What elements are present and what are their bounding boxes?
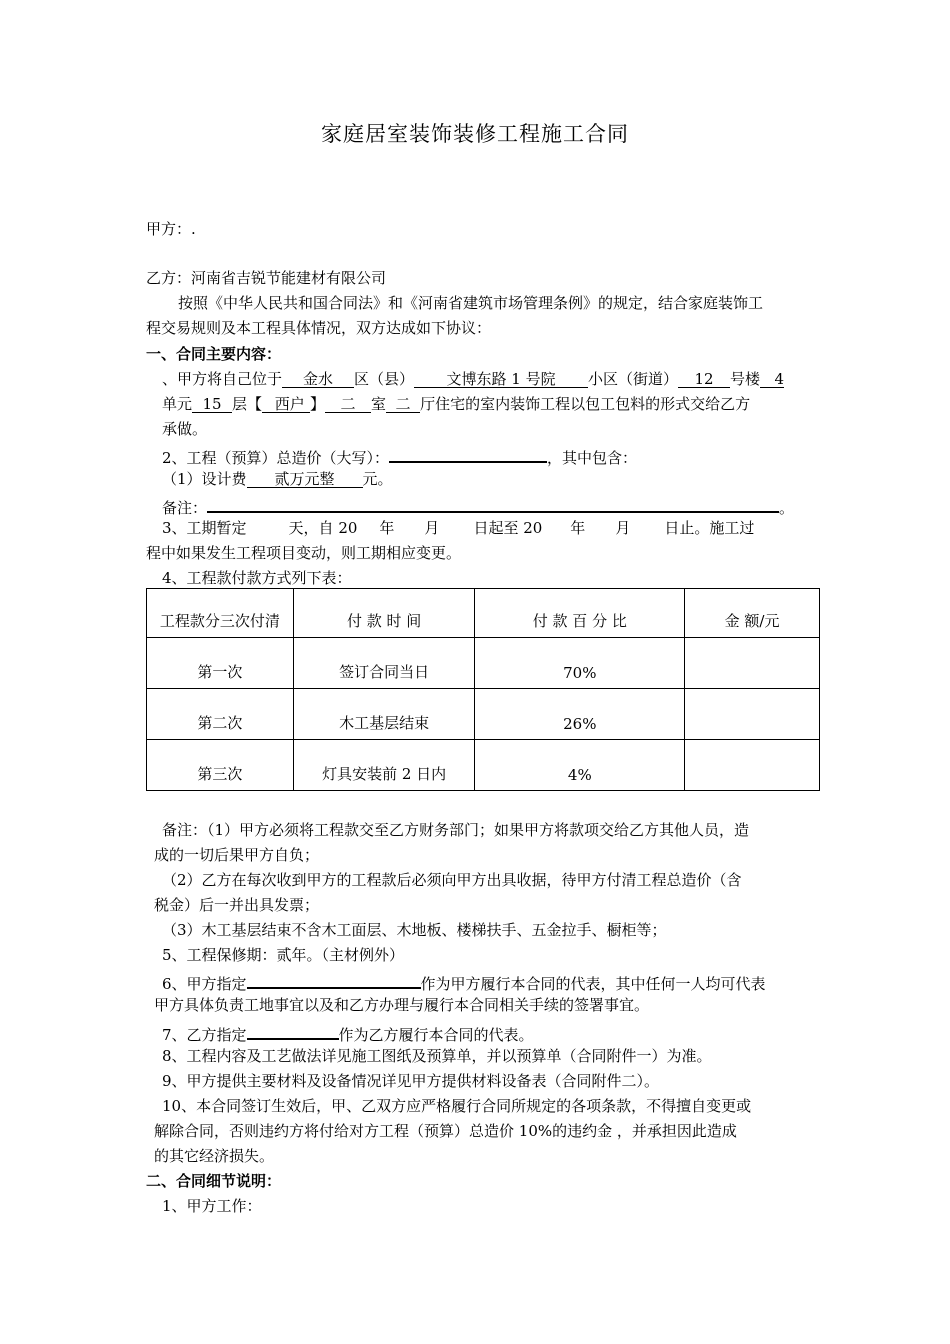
note-line: 备注：（1）甲方必须将工程款交至乙方财务部门；如果甲方将款项交给乙方其他人员，造 [162,821,750,839]
table-cell: 第三次 [147,740,294,791]
party-a: 甲方：. [146,220,196,238]
item-6-party-a-rep: 6、甲方指定 作为甲方履行本合同的代表，其中任何一人均可代表 [162,970,766,994]
item-4-payment-heading: 4、工程款付款方式列下表： [162,569,352,587]
table-cell: 70% [475,638,685,689]
document-title: 家庭居室装饰装修工程施工合同 [321,122,629,146]
item-6-line-2: 甲方具体负责工地事宜以及和乙方办理与履行本合同相关手续的签署事宜。 [154,996,650,1014]
household-field: _西户 [262,395,310,413]
item-1-line-3: 承做。 [162,420,208,438]
item-9: 9、甲方提供主要材料及设备情况详见甲方提供材料设备表（合同附件二）。 [162,1072,660,1090]
payment-table [146,588,820,791]
item-3-period-line-2: 程中如果发生工程项目变动，则工期相应变更。 [146,544,462,562]
sub-item-1: 1、甲方工作： [162,1197,262,1215]
table-cell: 木工基层结束 [293,689,475,740]
item-5-warranty: 5、工程保修期：贰年。（主材例外） [162,946,405,964]
note-line: 税金）后一并出具发票； [154,896,320,914]
table-cell: 26% [475,689,685,740]
road-field: 文博东路 1 号院 [414,370,588,388]
table-header-cell: 工程款分三次付清 [147,589,294,638]
rooms-field: 二 [325,395,371,413]
table-cell: 签订合同当日 [293,638,475,689]
table-cell [685,740,820,791]
note-line: 成的一切后果甲方自负； [154,846,320,864]
building-field: 12 [678,370,730,388]
design-fee-field: 贰万元整 [247,470,363,488]
table-header-row [147,589,820,638]
item-2-total-price: 2、工程（预算）总造价（大写）： ，其中包含： [162,444,637,468]
item-1-line-2: 单元 15 层【 _西户 】 二 室 二 厅住宅的室内装饰工程以包工包料的形式交给乙方 [162,395,751,413]
section-1-heading: 一、合同主要内容： [146,345,282,363]
table-row [147,638,820,689]
note-line: （2）乙方在每次收到甲方的工程款后必须向甲方出具收据，待甲方付清工程总造价（含 [162,871,742,889]
table-cell: 4% [475,740,685,791]
item-10-line: 的其它经济损失。 [154,1147,275,1165]
unit-field: 4 [760,370,784,388]
total-price-field [389,444,547,463]
intro-line-1: 按照《中华人民共和国合同法》和《河南省建筑市场管理条例》的规定，结合家庭装饰工 [178,294,764,312]
party-a-rep-field [247,970,421,989]
item-7-party-b-rep: 7、乙方指定 作为乙方履行本合同的代表。 [162,1021,534,1045]
table-header-cell: 金 额/元 [685,589,820,638]
intro-line-2: 程交易规则及本工程具体情况，双方达成如下协议： [146,319,492,337]
item-10-line: 10、本合同签订生效后，甲、乙双方应严格履行合同所规定的各项条款，不得擅自变更或 [162,1097,752,1115]
table-cell: 第一次 [147,638,294,689]
table-row [147,740,820,791]
design-fee: （1）设计费 贰万元整 元。 [162,470,393,488]
table-cell [685,689,820,740]
note-line: （3）木工基层结束不含木工面层、木地板、楼梯扶手、五金拉手、橱柜等； [162,921,667,939]
section-2-heading: 二、合同细节说明： [146,1172,282,1190]
floor-field: 15 [192,395,232,413]
item-3-period-line-1: 3、工期暂定 天，自 20 年 月 日起至 20 年 月 日止。施工过 [162,519,755,537]
table-header-cell: 付 款 百 分 比 [475,589,685,638]
item-1-line-1: 、甲方将自己位于 金水 区（县） 文博东路 1 号院 小区（街道） 12 号楼 4 [162,370,785,388]
halls-field: 二 [386,395,420,413]
table-cell: 第二次 [147,689,294,740]
table-header-cell: 付 款 时 间 [293,589,475,638]
remark-field [207,494,779,513]
item-8: 8、工程内容及工艺做法详见施工图纸及预算单，并以预算单（合同附件一）为准。 [162,1047,712,1065]
table-row [147,689,820,740]
remark-line: 备注： 。 [162,494,794,518]
table-cell [685,638,820,689]
party-b: 乙方：河南省吉锐节能建材有限公司 [146,269,387,287]
city-field: 金水 [282,370,354,388]
item-10-line: 解除合同，否则违约方将付给对方工程（预算）总造价 10%的违约金 ，并承担因此造成 [154,1122,737,1140]
table-cell: 灯具安装前 2 日内 [293,740,475,791]
party-b-rep-field [247,1021,339,1040]
